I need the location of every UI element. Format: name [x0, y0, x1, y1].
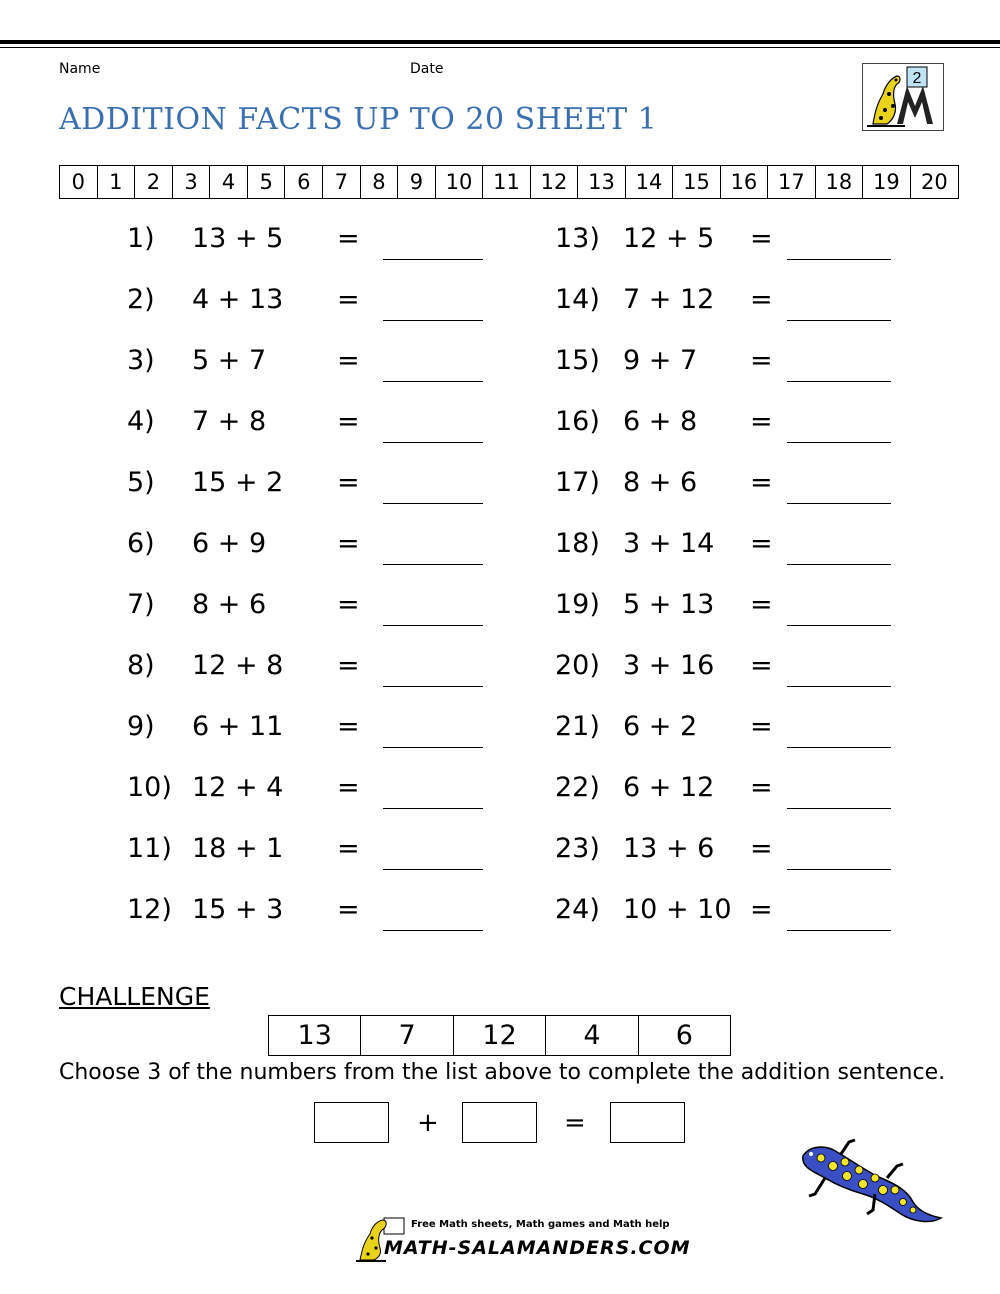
- problem-number: 5): [127, 467, 155, 498]
- problem-number: 18): [555, 528, 600, 559]
- salamander-logo-icon: [863, 64, 943, 130]
- salamander-logo: [862, 63, 944, 131]
- problem-number: 23): [555, 833, 600, 864]
- number-line: [59, 165, 959, 199]
- equals-sign: =: [750, 528, 773, 559]
- problem-row: [555, 467, 935, 507]
- problem-row: [127, 345, 507, 385]
- answer-line[interactable]: [787, 747, 891, 748]
- challenge-answer-box-1[interactable]: [314, 1102, 389, 1143]
- challenge-number-cell: 7: [361, 1016, 453, 1055]
- challenge-number-cell: 13: [269, 1016, 361, 1055]
- equals-sign: =: [337, 528, 360, 559]
- problem-row: [127, 467, 507, 507]
- equals-sign: =: [750, 772, 773, 803]
- equals-sign: =: [337, 772, 360, 803]
- number-line-cell: 11: [483, 166, 530, 198]
- plus-sign: +: [417, 1108, 439, 1138]
- problem-number: 8): [127, 650, 155, 681]
- number-line-cell: 14: [626, 166, 673, 198]
- number-line-cell: 1: [98, 166, 136, 198]
- number-line-cell: 12: [531, 166, 578, 198]
- logo-badge: 2: [912, 70, 922, 87]
- problem-row: [127, 772, 507, 812]
- problem-number: 24): [555, 894, 600, 925]
- equals-sign: =: [337, 406, 360, 437]
- equals-sign: =: [750, 345, 773, 376]
- equals-sign: =: [337, 467, 360, 498]
- problem-expression: 9 + 7: [623, 345, 698, 376]
- equals-sign: =: [750, 467, 773, 498]
- problem-number: 9): [127, 711, 155, 742]
- number-line-cell: 7: [323, 166, 361, 198]
- answer-line[interactable]: [787, 259, 891, 260]
- problem-expression: 12 + 4: [192, 772, 284, 803]
- equals-sign: =: [750, 894, 773, 925]
- answer-line[interactable]: [787, 442, 891, 443]
- problem-number: 11): [127, 833, 172, 864]
- problem-number: 16): [555, 406, 600, 437]
- answer-line[interactable]: [383, 381, 483, 382]
- challenge-heading: CHALLENGE: [59, 982, 210, 1011]
- problem-expression: 6 + 12: [623, 772, 715, 803]
- answer-line[interactable]: [383, 808, 483, 809]
- problem-row: [555, 894, 935, 934]
- problem-number: 20): [555, 650, 600, 681]
- problem-row: [127, 894, 507, 934]
- answer-line[interactable]: [383, 259, 483, 260]
- equals-sign: =: [337, 894, 360, 925]
- equals-sign: =: [564, 1108, 586, 1138]
- footer-tagline: Free Math sheets, Math games and Math help: [411, 1219, 670, 1230]
- number-line-cell: 8: [361, 166, 399, 198]
- problem-row: [555, 772, 935, 812]
- problem-row: [127, 528, 507, 568]
- problem-expression: 6 + 11: [192, 711, 284, 742]
- problem-expression: 3 + 14: [623, 528, 715, 559]
- equals-sign: =: [750, 833, 773, 864]
- answer-line[interactable]: [787, 686, 891, 687]
- problem-number: 22): [555, 772, 600, 803]
- answer-line[interactable]: [383, 930, 483, 931]
- equals-sign: =: [750, 223, 773, 254]
- problem-expression: 6 + 2: [623, 711, 698, 742]
- salamander-illustration: [795, 1138, 945, 1228]
- equals-sign: =: [750, 650, 773, 681]
- problem-row: [555, 711, 935, 751]
- number-line-cell: 16: [721, 166, 768, 198]
- problem-row: [127, 284, 507, 324]
- problem-row: [555, 223, 935, 263]
- answer-line[interactable]: [787, 869, 891, 870]
- problem-number: 15): [555, 345, 600, 376]
- number-line-cell: 19: [863, 166, 910, 198]
- number-line-cell: 20: [920, 170, 948, 194]
- problem-expression: 5 + 13: [623, 589, 715, 620]
- answer-line[interactable]: [787, 930, 891, 931]
- equals-sign: =: [337, 833, 360, 864]
- problem-row: [555, 589, 935, 629]
- answer-line[interactable]: [383, 564, 483, 565]
- answer-line[interactable]: [383, 869, 483, 870]
- number-line-cell: 4: [210, 166, 248, 198]
- answer-line[interactable]: [383, 442, 483, 443]
- problem-row: [127, 589, 507, 629]
- problem-number: 6): [127, 528, 155, 559]
- problem-row: [127, 650, 507, 690]
- challenge-number-list: [268, 1015, 731, 1056]
- challenge-number-cell: 6: [675, 1020, 693, 1051]
- problem-number: 12): [127, 894, 172, 925]
- equals-sign: =: [750, 589, 773, 620]
- problem-expression: 3 + 16: [623, 650, 715, 681]
- problem-expression: 12 + 5: [623, 223, 715, 254]
- answer-line[interactable]: [383, 503, 483, 504]
- number-line-cell: 0: [60, 166, 98, 198]
- problem-expression: 12 + 8: [192, 650, 284, 681]
- problem-row: [555, 284, 935, 324]
- problem-row: [127, 833, 507, 873]
- equals-sign: =: [337, 589, 360, 620]
- problem-expression: 6 + 8: [623, 406, 698, 437]
- problem-number: 4): [127, 406, 155, 437]
- problem-expression: 8 + 6: [623, 467, 698, 498]
- problem-number: 13): [555, 223, 600, 254]
- problem-expression: 18 + 1: [192, 833, 284, 864]
- page-title: ADDITION FACTS UP TO 20 SHEET 1: [59, 102, 658, 137]
- problem-row: [555, 345, 935, 385]
- number-line-cell: 6: [285, 166, 323, 198]
- number-line-cell: 3: [173, 166, 211, 198]
- problem-expression: 15 + 2: [192, 467, 284, 498]
- top-rule: [0, 40, 1000, 44]
- challenge-number-cell: 12: [454, 1016, 546, 1055]
- answer-line[interactable]: [787, 503, 891, 504]
- problem-expression: 7 + 12: [623, 284, 715, 315]
- equals-sign: =: [337, 711, 360, 742]
- problem-row: [555, 528, 935, 568]
- problem-row: [555, 833, 935, 873]
- equals-sign: =: [750, 711, 773, 742]
- problem-expression: 5 + 7: [192, 345, 267, 376]
- date-label: Date: [410, 61, 444, 77]
- number-line-cell: 10: [436, 166, 483, 198]
- equals-sign: =: [750, 284, 773, 315]
- problem-expression: 10 + 10: [623, 894, 732, 925]
- equals-sign: =: [750, 406, 773, 437]
- problem-row: [127, 406, 507, 446]
- number-line-cell: 13: [578, 166, 625, 198]
- answer-line[interactable]: [787, 381, 891, 382]
- challenge-instruction: Choose 3 of the numbers from the list above to complete the addition sentence.: [59, 1060, 946, 1085]
- challenge-answer-box-3[interactable]: [610, 1102, 685, 1143]
- problem-row: [127, 223, 507, 263]
- problem-number: 3): [127, 345, 155, 376]
- problem-number: 19): [555, 589, 600, 620]
- problem-row: [127, 711, 507, 751]
- number-line-cell: 18: [816, 166, 863, 198]
- problem-number: 14): [555, 284, 600, 315]
- problem-number: 7): [127, 589, 155, 620]
- answer-line[interactable]: [383, 625, 483, 626]
- answer-line[interactable]: [383, 320, 483, 321]
- number-line-cell: 15: [673, 166, 720, 198]
- answer-line[interactable]: [383, 747, 483, 748]
- footer-site-link[interactable]: MATH-SALAMANDERS.COM: [384, 1237, 691, 1259]
- top-rule-thin: [0, 47, 1000, 48]
- problem-number: 17): [555, 467, 600, 498]
- problem-expression: 13 + 6: [623, 833, 715, 864]
- answer-line[interactable]: [787, 625, 891, 626]
- problem-expression: 6 + 9: [192, 528, 267, 559]
- number-line-cell: 2: [135, 166, 173, 198]
- problem-expression: 15 + 3: [192, 894, 284, 925]
- equals-sign: =: [337, 650, 360, 681]
- problem-number: 1): [127, 223, 155, 254]
- equals-sign: =: [337, 223, 360, 254]
- answer-line[interactable]: [787, 808, 891, 809]
- problem-expression: 4 + 13: [192, 284, 284, 315]
- problem-expression: 13 + 5: [192, 223, 284, 254]
- equals-sign: =: [337, 345, 360, 376]
- problem-number: 10): [127, 772, 172, 803]
- number-line-cell: 17: [768, 166, 815, 198]
- number-line-cell: 9: [398, 166, 436, 198]
- problem-expression: 7 + 8: [192, 406, 267, 437]
- challenge-number-cell: 4: [546, 1016, 638, 1055]
- problem-number: 2): [127, 284, 155, 315]
- problem-expression: 8 + 6: [192, 589, 267, 620]
- challenge-answer-box-2[interactable]: [462, 1102, 537, 1143]
- name-label: Name: [59, 61, 101, 77]
- equals-sign: =: [337, 284, 360, 315]
- number-line-cell: 5: [248, 166, 286, 198]
- problem-row: [555, 650, 935, 690]
- answer-line[interactable]: [383, 686, 483, 687]
- problem-number: 21): [555, 711, 600, 742]
- answer-line[interactable]: [787, 320, 891, 321]
- answer-line[interactable]: [787, 564, 891, 565]
- problem-row: [555, 406, 935, 446]
